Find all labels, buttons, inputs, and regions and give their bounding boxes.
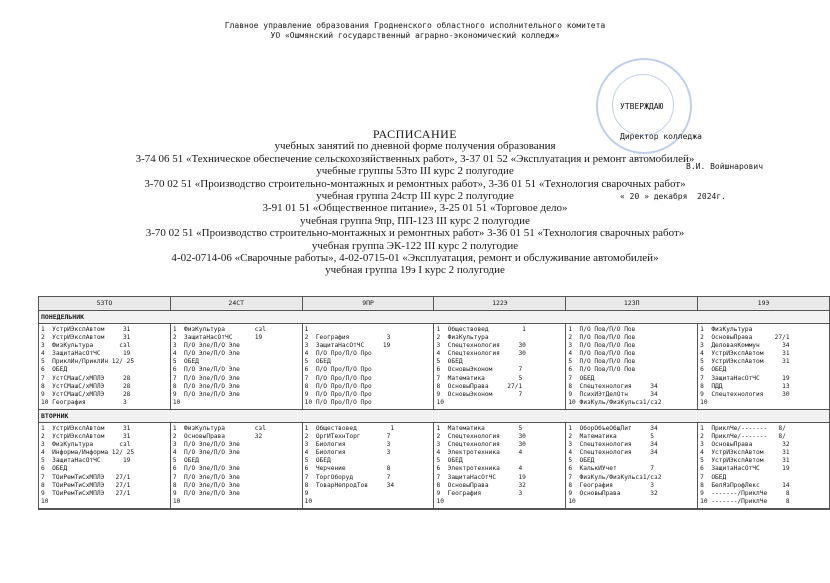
lesson-line: 7 П/О Эле/П/О Эле [172,374,240,382]
schedule-cell [171,324,303,409]
lesson-line: 8 ОсновыПрава 27/1 [436,382,523,390]
lesson-line: 2 УстрИЭкспАвтом 31 [41,334,131,342]
title-line: 3-91 01 51 «Общественное питание», 3-25 01 51 «Торговое дело» [262,202,568,215]
column-header: 19Э [757,299,770,307]
lesson-line: 3 ФизКультура сзl [41,342,131,350]
lesson-line: 9 ТОиРемТиСхМПЛЭ 27/1 [41,489,131,497]
schedule-cell [303,324,435,409]
lesson-line: 8 П/О Про/П/О Про [304,382,372,390]
title-line: 4-02-0714-06 «Сварочные работы», 4-02-0715-01 «Эксплуатация, ремонт и обслуживание автомобилей» [171,252,659,265]
lesson-line: 10 [304,497,313,505]
title-line: 3-70 02 51 «Производство строительно-монтажных и ремонтных работ», 3-36 01 51 «Технология сварочных работ» [144,177,686,190]
lesson-line: 2 География 3 [304,334,391,342]
lesson-line: 2 УстрИЭкспАвтом 31 [41,433,131,441]
header-line-2: УО «Ошмянский государственный аграрно-экономический колледж» [270,31,560,40]
title-line: учебная группа ЭК-122 III курс 2 полугодие [311,239,519,252]
lesson-line: 2 ПриклЧе/------- 8/ [700,433,786,441]
lesson-line: 7 П/О Про/П/О Про [304,374,372,382]
lesson-line: 1 ФизКультура сзl [172,424,266,432]
lesson-line: 9 П/О Эле/П/О Эле [172,390,240,398]
lesson-line: 9 ОсновыПрава 32 [568,489,658,497]
lesson-line: 5 ОБЕД [304,457,331,465]
lesson-line: 5 ОБЕД [172,358,199,366]
lesson-line: 6 ЗащитаНасОтЧС 19 [700,465,790,473]
schedule-cell [698,423,829,508]
lesson-line: 9 П/О Про/П/О Про [304,390,372,398]
lesson-line: 3 ОсновыПрава 32 [700,441,790,449]
lesson-line: 8 П/О Эле/П/О Эле [172,481,240,489]
title-line: учебная группа 19э I курс 2 полугодие [325,264,505,277]
lesson-line: 7 П/О Эле/П/О Эле [172,473,240,481]
table-header-row [39,297,829,311]
column-header: 53ТО [39,297,171,310]
lesson-line: 2 Математика 5 [568,433,654,441]
lesson-line: 3 Спецтехнология 34 [568,441,658,449]
lesson-line: 7 ЗащитаНасОтЧС 19 [700,374,790,382]
lesson-line: 7 ТОиРемТиСхМПЛЭ 27/1 [41,473,131,481]
lesson-line: 6 КалькИУчет 7 [568,465,654,473]
lesson-line: 8 БелЯзПрофЛекс 14 [700,481,790,489]
lesson-line: 4 П/О Про/П/О Про [304,350,372,358]
days-container [39,311,829,509]
lesson-line: 9 УстСМашС/хМПЛЭ 28 [41,390,131,398]
lesson-line: 5 ОБЕД [172,457,199,465]
lesson-line: 7 ОБЕД [568,374,595,382]
lesson-line: 3 Спецтехнология 30 [436,441,526,449]
approval-date: « 20 » декабря 2024г. [620,192,726,201]
lesson-line: 4 УстрИЭкспАвтом 31 [700,350,790,358]
table-row [39,423,829,509]
lesson-line: 9 География 3 [436,489,523,497]
lesson-line: 4 П/О Пов/П/О Пов [568,350,636,358]
lesson-line: 1 УстрИЭкспАвтом 31 [41,424,131,432]
lesson-line: 1 Математика 5 [436,424,523,432]
lesson-line: 7 УстСМашС/хМПЛЭ 28 [41,374,131,382]
lesson-line: 2 ОсновыПрава 32 [172,433,263,441]
lesson-line: 2 ОсновыПрава 27/1 [700,334,790,342]
lesson-line: 10 [172,398,181,406]
lesson-line: 5 ОБЕД [568,457,595,465]
lesson-line: 10 [436,398,444,406]
lesson-line: 8 ТоварНепродТов 34 [304,481,395,489]
lesson-line: 10 [436,497,444,505]
lesson-line: 8 ТОиРемТиСхМПЛЭ 27/1 [41,481,131,489]
lesson-line: 8 Спецтехнология 34 [568,382,658,390]
lesson-line: 3 Биология 3 [304,441,391,449]
schedule-title-block [0,128,830,277]
title-line: учебная группа 24стр III курс 2 полугодие [316,190,514,203]
lesson-line: 10 [568,497,576,505]
lesson-line: 9 ОсновыЭконом 7 [436,390,523,398]
lesson-line: 10 [700,398,708,406]
lesson-line: 7 ЗащитаНасОтЧС 19 [436,473,526,481]
lesson-line: 4 Электротехника 4 [436,449,523,457]
column-header: 9ПР [303,297,435,310]
column-header: 122Э [434,297,566,310]
lesson-line: 3 П/О Пов/П/О Пов [568,342,636,350]
lesson-line: 6 ОБЕД [41,465,68,473]
lesson-line: 5 ОБЕД [436,457,463,465]
approval-position: Директор колледжа [620,132,702,141]
lesson-line: 4 Информа/Информа 12/ 25 [41,449,135,457]
lesson-line: 9 -------/ПриклЧе 8 [700,489,790,497]
lesson-line: 10 -------/ПриклЧе 8 [700,497,790,505]
lesson-line: 4 УстрИЭкспАвтом 31 [700,449,790,457]
lesson-line: 1 Обществовед 1 [304,424,395,432]
lesson-line: 6 Черчение 8 [304,465,391,473]
lesson-line: 8 П/О Эле/П/О Эле [172,382,240,390]
lesson-line: 1 ФизКультура сзl [172,326,266,333]
lesson-line: 10 [172,497,181,505]
lesson-line: 5 УстрИЭкспАвтом 31 [700,457,790,465]
lesson-line: 6 П/О Эле/П/О Эле [172,465,240,473]
ministry-header [0,21,830,41]
lesson-line: 10 География 3 [41,398,127,406]
lesson-line: 6 П/О Эле/П/О Эле [172,366,240,374]
day-label: ПОНЕДЕЛЬНИК [39,311,829,324]
lesson-line: 8 ПДД 13 [700,382,790,390]
lesson-line: 4 Биология 3 [304,449,391,457]
day-label: ВТОРНИК [39,410,829,423]
lesson-line: 4 П/О Эле/П/О Эле [172,449,240,457]
table-row [39,324,829,410]
schedule-cell [698,324,829,409]
lesson-line: 5 ПриклИн/ПриклИн 12/ 25 [41,358,135,366]
schedule-cell [303,423,435,508]
lesson-line: 5 УстрИЭкспАвтом 31 [700,358,790,366]
lesson-line: 4 Спецтехнология 30 [436,350,526,358]
lesson-line: 6 П/О Пов/П/О Пов [568,366,636,374]
schedule-cell [434,324,566,409]
header-line-1: Главное управление образования Гродненского областного исполнительного комитета [224,21,606,30]
lesson-line: 6 Электротехника 4 [436,465,523,473]
lesson-line: 5 ОБЕД [304,358,331,366]
schedule-title: РАСПИСАНИЕ [372,127,458,141]
schedule-table [38,296,830,510]
lesson-line: 6 ОсновыЭконом 7 [436,366,523,374]
schedule-cell [171,423,303,508]
lesson-line: 2 ОргИТехнТорг 7 [304,433,391,441]
lesson-line: 5 ЗащитаНасОтЧС 19 [41,457,131,465]
lesson-line: 3 П/О Эле/П/О Эле [172,342,240,350]
lesson-line: 4 Спецтехнология 34 [568,449,658,457]
lesson-line: 3 ФизКультура сзl [41,441,131,449]
lesson-line: 1 [304,326,309,333]
lesson-line: 10 П/О Про/П/О Про [304,398,372,406]
title-line: 3-70 02 51 «Производство строительно-монтажных и ремонтных работ» 3-36 01 51 «Технология сварочных работ» [145,227,685,240]
lesson-line: 2 ФизКультура [436,334,489,342]
lesson-line: 10 ФизКуль/ФизКульсз1/сз2 [568,398,662,406]
lesson-line: 5 ОБЕД [436,358,463,366]
schedule-cell [434,423,566,508]
lesson-line: 7 ТоргОборуд 7 [304,473,391,481]
schedule-cell [39,324,171,409]
lesson-line: 9 Спецтехнология 30 [700,390,790,398]
approval-title: УТВЕРЖДАЮ [620,102,664,111]
lesson-line: 2 ЗащитаНасОтЧС 19 [172,334,263,342]
lesson-line: 7 Математика 5 [436,374,523,382]
title-line: учебных занятий по дневной форме получения образования [274,140,556,153]
lesson-line: 9 П/О Эле/П/О Эле [172,489,240,497]
lesson-line: 8 УстСМашС/хМПЛЭ 28 [41,382,131,390]
lesson-line: 8 География 3 [568,481,654,489]
lesson-line: 9 [304,489,309,497]
lesson-line: 1 Обществовед 1 [436,326,526,333]
lesson-line: 6 ОБЕД [41,366,68,374]
lesson-line: 3 ДеловаяКоммун 34 [700,342,790,350]
lesson-line: 1 ФизКультура [700,326,753,333]
schedule-cell [566,423,698,508]
lesson-line: 3 П/О Эле/П/О Эле [172,441,240,449]
lesson-line: 7 ФизКуль/ФизКульсз1/сз2 [568,473,662,481]
lesson-line: 6 ОБЕД [700,366,727,374]
lesson-line: 3 ЗащитаНасОтЧС 19 [304,342,391,350]
column-header: 123П [566,297,698,310]
lesson-line: 8 ОсновыПрава 32 [436,481,526,489]
lesson-line: 2 П/О Пов/П/О Пов [568,334,636,342]
lesson-line: 4 П/О Эле/П/О Эле [172,350,240,358]
title-line: учебные группы 53то III курс 2 полугодие [316,165,514,178]
lesson-line: 1 УстрИЭкспАвтом 31 [41,326,131,333]
title-line: учебная группа 9пр, ПП-123 III курс 2 полугодие [300,214,530,227]
lesson-line: 10 [41,497,49,505]
lesson-line: 6 П/О Про/П/О Про [304,366,372,374]
schedule-cell [566,324,698,409]
lesson-line: 1 П/О Пов/П/О Пов [568,326,636,333]
lesson-line: 1 ОборОбъеОбщПит 34 [568,424,658,432]
approval-name: В.И. Войшнарович [686,162,764,171]
lesson-line: 4 ЗащитаНасОтЧС 19 [41,350,131,358]
lesson-line: 9 ПсихИЭтДелОтн 34 [568,390,658,398]
lesson-line: 3 Спецтехнология 30 [436,342,526,350]
lesson-line: 2 Спецтехнология 30 [436,433,526,441]
title-line: 3-74 06 51 «Техническое обеспечение сельскохозяйственных работ», 3-37 01 52 «Эксплуатация и ремонт автомобилей» [135,152,695,165]
schedule-cell [39,423,171,508]
column-header: 24СТ [171,297,303,310]
lesson-line: 7 ОБЕД [700,473,727,481]
lesson-line: 1 ПриклЧе/------- 8/ [700,424,786,432]
lesson-line: 5 П/О Пов/П/О Пов [568,358,636,366]
